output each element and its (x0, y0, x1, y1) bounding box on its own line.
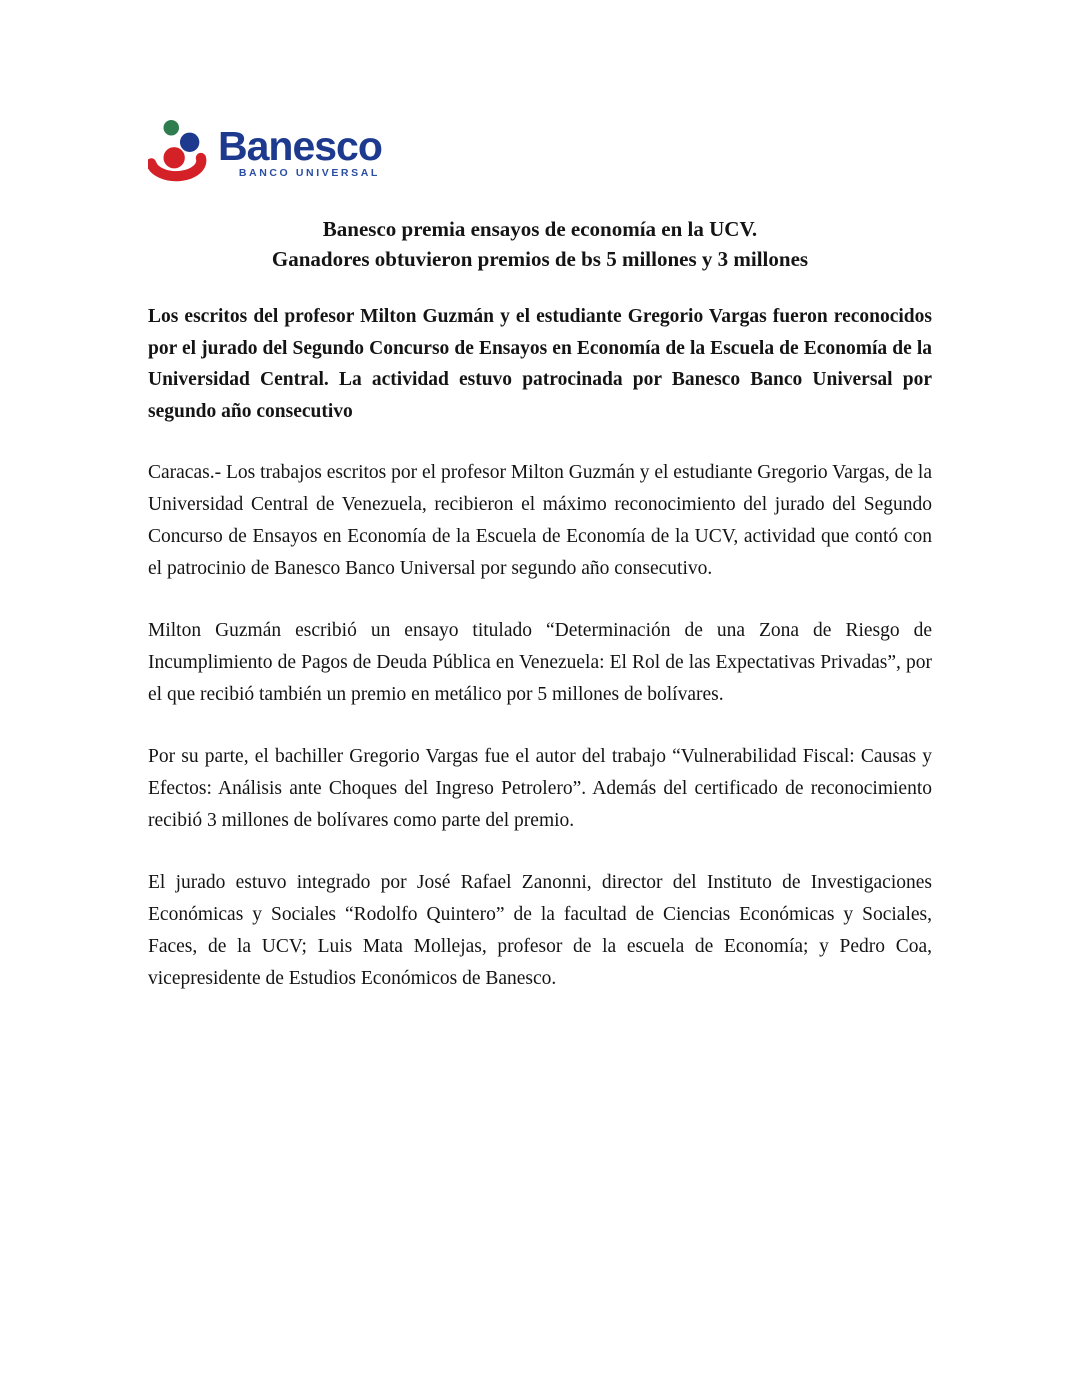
document-title (148, 214, 932, 274)
brand-tagline: BANCO UNIVERSAL (238, 167, 380, 179)
banesco-logo-icon (148, 118, 210, 182)
brand-wordmark: Banesco (218, 123, 382, 169)
body-paragraph: Caracas.- Los trabajos escritos por el profesor Milton Guzmán y el estudiante Gregorio Vargas, de la Universidad Central de Venezuela, recibieron el máximo reconocimiento del jurado del Segundo Concurso de Ensayos en Economía de la Escuela de Economía de la UCV, actividad que contó con el patrocinio de Banesco Banco Universal por segundo año consecutivo. (148, 462, 932, 579)
title-line-2: Ganadores obtuvieron premios de bs 5 millones y 3 millones (271, 247, 809, 271)
banesco-logo (148, 118, 932, 190)
title-line-1: Banesco premia ensayos de economía en la UCV. (322, 217, 758, 241)
body-paragraph: Milton Guzmán escribió un ensayo titulado “Determinación de una Zona de Riesgo de Incumplimiento de Pagos de Deuda Pública en Venezuela: El Rol de las Expectativas Privadas”, por el que recibió también un premio en metálico por 5 millones de bolívares. (148, 620, 932, 705)
brand-block (218, 118, 382, 179)
body-paragraph: El jurado estuvo integrado por José Rafael Zanonni, director del Instituto de Investigaciones Económicas y Sociales “Rodolfo Quintero” de la facultad de Ciencias Económicas y Sociales, Faces, de la UCV; Luis Mata Mollejas, profesor de la escuela de Economía; y Pedro Coa, vicepresidente de Estudios Económicos de Banesco. (148, 872, 932, 989)
body-paragraph: Por su parte, el bachiller Gregorio Vargas fue el autor del trabajo “Vulnerabilidad Fiscal: Causas y Efectos: Análisis ante Choques del Ingreso Petrolero”. Además del certificado de reconocimiento recibió 3 millones de bolívares como parte del premio. (148, 746, 932, 831)
lead-paragraph: Los escritos del profesor Milton Guzmán y el estudiante Gregorio Vargas fueron reconocidos por el jurado del Segundo Concurso de Ensayos en Economía de la Escuela de Economía de la Universidad Central. La actividad estuvo patrocinada por Banesco Banco Universal por segundo año consecutivo (148, 306, 932, 422)
